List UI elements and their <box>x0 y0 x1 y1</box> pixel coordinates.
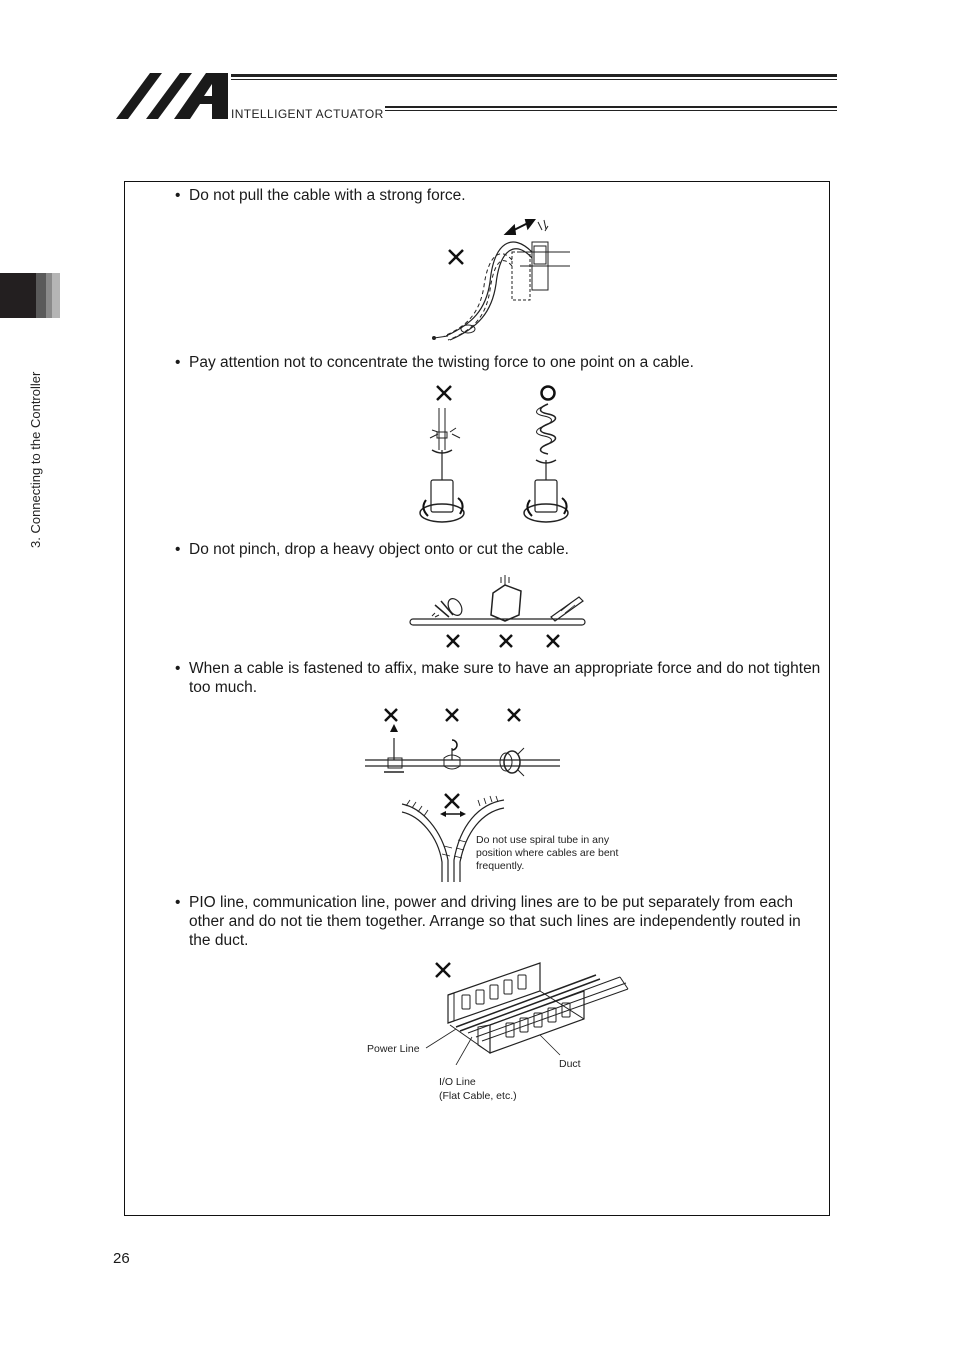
x-mark-icon <box>446 709 458 721</box>
page-number: 26 <box>113 1250 130 1267</box>
iai-logo <box>116 70 232 122</box>
duct-label-power-line: Power Line <box>367 1043 420 1055</box>
pull-cable-illustration <box>420 212 580 347</box>
bullet-text: PIO line, communication line, power and driving lines are to be put separately from each other and do not tie them together. Arrange so that such lines are independently routed in the duct. <box>189 894 801 949</box>
bullet-text: When a cable is fastened to affix, make sure to have an appropriate force and do not tighten too much. <box>189 660 821 696</box>
header-rule-top-thin <box>231 79 837 80</box>
o-mark-icon <box>542 387 555 400</box>
bullet-item <box>175 353 825 372</box>
duct-label-io-line-note: (Flat Cable, etc.) <box>439 1090 517 1102</box>
bullet-text: Do not pull the cable with a strong force. <box>189 187 466 204</box>
arrow-icon <box>506 220 534 234</box>
duct-illustration <box>420 955 635 1065</box>
brand-name: INTELLIGENT ACTUATOR <box>231 107 384 121</box>
x-mark-icon <box>445 794 459 808</box>
bullet-item <box>175 186 825 205</box>
spiral-note-line: frequently. <box>476 860 525 872</box>
header-rule-top <box>231 74 837 77</box>
x-mark-icon <box>449 250 463 264</box>
header-rule-bottom <box>385 106 837 108</box>
bullet-item <box>175 893 825 950</box>
bullet-marker: • <box>175 541 181 558</box>
header-rule-bottom-thin <box>385 110 837 111</box>
x-mark-icon <box>447 635 459 647</box>
bullet-marker: • <box>175 354 181 371</box>
duct-label-duct: Duct <box>559 1058 581 1070</box>
duct-label-io-line: I/O Line <box>439 1076 476 1088</box>
bullet-item <box>175 540 825 559</box>
twisting-force-illustration <box>410 380 590 530</box>
x-mark-icon <box>508 709 520 721</box>
bullet-text: Do not pinch, drop a heavy object onto or cut the cable. <box>189 541 569 558</box>
fastening-illustration <box>360 702 570 780</box>
bullet-marker: • <box>175 894 181 911</box>
x-mark-icon <box>437 386 451 400</box>
x-mark-icon <box>547 635 559 647</box>
bullet-marker: • <box>175 660 181 677</box>
spiral-note-line: Do not use spiral tube in any <box>476 834 610 846</box>
chapter-tab <box>0 273 60 318</box>
pinch-drop-cut-illustration <box>405 565 590 653</box>
chapter-label: 3. Connecting to the Controller <box>28 371 43 548</box>
spiral-note-line: position where cables are bent <box>476 847 619 859</box>
bullet-item <box>175 659 825 697</box>
x-mark-icon <box>436 963 450 977</box>
x-mark-icon <box>500 635 512 647</box>
bullet-marker: • <box>175 187 181 204</box>
x-mark-icon <box>385 709 397 721</box>
bullet-text: Pay attention not to concentrate the twisting force to one point on a cable. <box>189 354 694 371</box>
